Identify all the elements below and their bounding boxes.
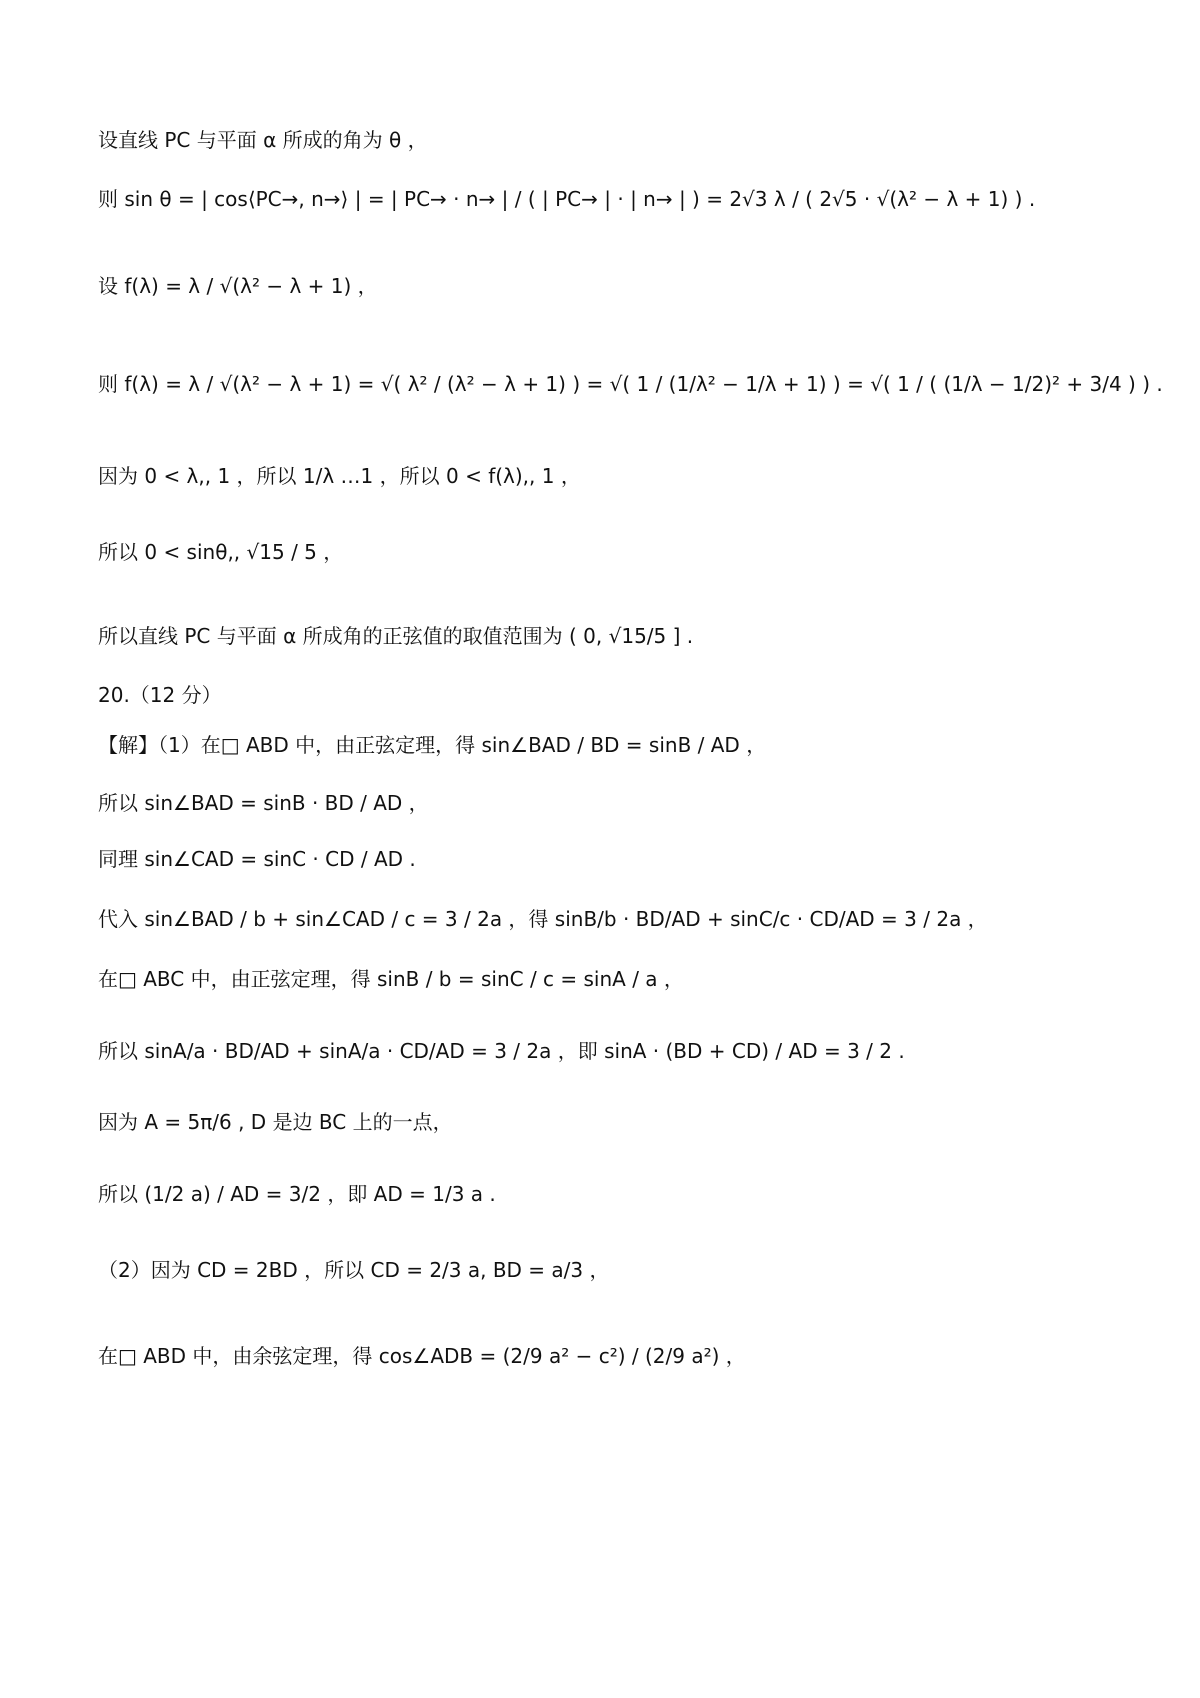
line-angle-definition: 设直线 PC 与平面 α 所成的角为 θ ， xyxy=(98,128,428,152)
line-substitute: 代入 sin∠BAD / b + sin∠CAD / c = 3 / 2a ，得 sinB/b · BD/AD + sinC/c · CD/AD = 3 / 2a ， xyxy=(98,907,988,931)
line-law-of-sines-abc: 在□ ABC 中，由正弦定理，得 sinB / b = sinC / c = sinA / a ， xyxy=(98,967,684,991)
line-define-f: 设 f(λ) = λ / √(λ² − λ + 1) ， xyxy=(98,274,378,298)
line-sin-theta-formula: 则 sin θ = | cos⟨PC→, n→⟩ | = | PC→ · n→ | / ( | PC→ | · | n→ | ) = 2√3 λ / ( 2√5 · √(λ² − λ + 1) ) . xyxy=(98,187,1036,211)
line-law-of-sines-abd: 【解】（1）在□ ABD 中，由正弦定理，得 sin∠BAD / BD = sinB / AD ， xyxy=(98,733,767,757)
line-sin-bad: 所以 sin∠BAD = sinB · BD / AD ， xyxy=(98,791,429,815)
line-lambda-range: 因为 0 < λ,, 1 ，所以 1/λ …1 ，所以 0 < f(λ),, 1 ， xyxy=(98,464,581,488)
line-angle-a: 因为 A = 5π/6 , D 是边 BC 上的一点， xyxy=(98,1110,453,1134)
problem-20-heading: 20.（12 分） xyxy=(98,683,222,707)
line-sum-result: 所以 sinA/a · BD/AD + sinA/a · CD/AD = 3 / 2a ，即 sinA · (BD + CD) / AD = 3 / 2 . xyxy=(98,1039,905,1063)
line-sin-cad: 同理 sin∠CAD = sinC · CD / AD . xyxy=(98,847,416,871)
line-sine-range-conclusion: 所以直线 PC 与平面 α 所成角的正弦值的取值范围为 ( 0, √15/5 ] . xyxy=(98,624,694,648)
line-law-of-cosines: 在□ ABD 中，由余弦定理，得 cos∠ADB = (2/9 a² − c²) / (2/9 a²) ， xyxy=(98,1344,746,1368)
line-part-2: （2）因为 CD = 2BD ，所以 CD = 2/3 a, BD = a/3 ， xyxy=(98,1258,610,1282)
line-ad-result: 所以 (1/2 a) / AD = 3/2 ，即 AD = 1/3 a . xyxy=(98,1182,496,1206)
line-sin-theta-bound: 所以 0 < sinθ,, √15 / 5 ， xyxy=(98,540,344,564)
line-f-transform: 则 f(λ) = λ / √(λ² − λ + 1) = √( λ² / (λ² − λ + 1) ) = √( 1 / (1/λ² − 1/λ + 1) ) = √( 1 / ( (1/λ − 1/2)² + 3/4 ) ) . xyxy=(98,372,1163,396)
